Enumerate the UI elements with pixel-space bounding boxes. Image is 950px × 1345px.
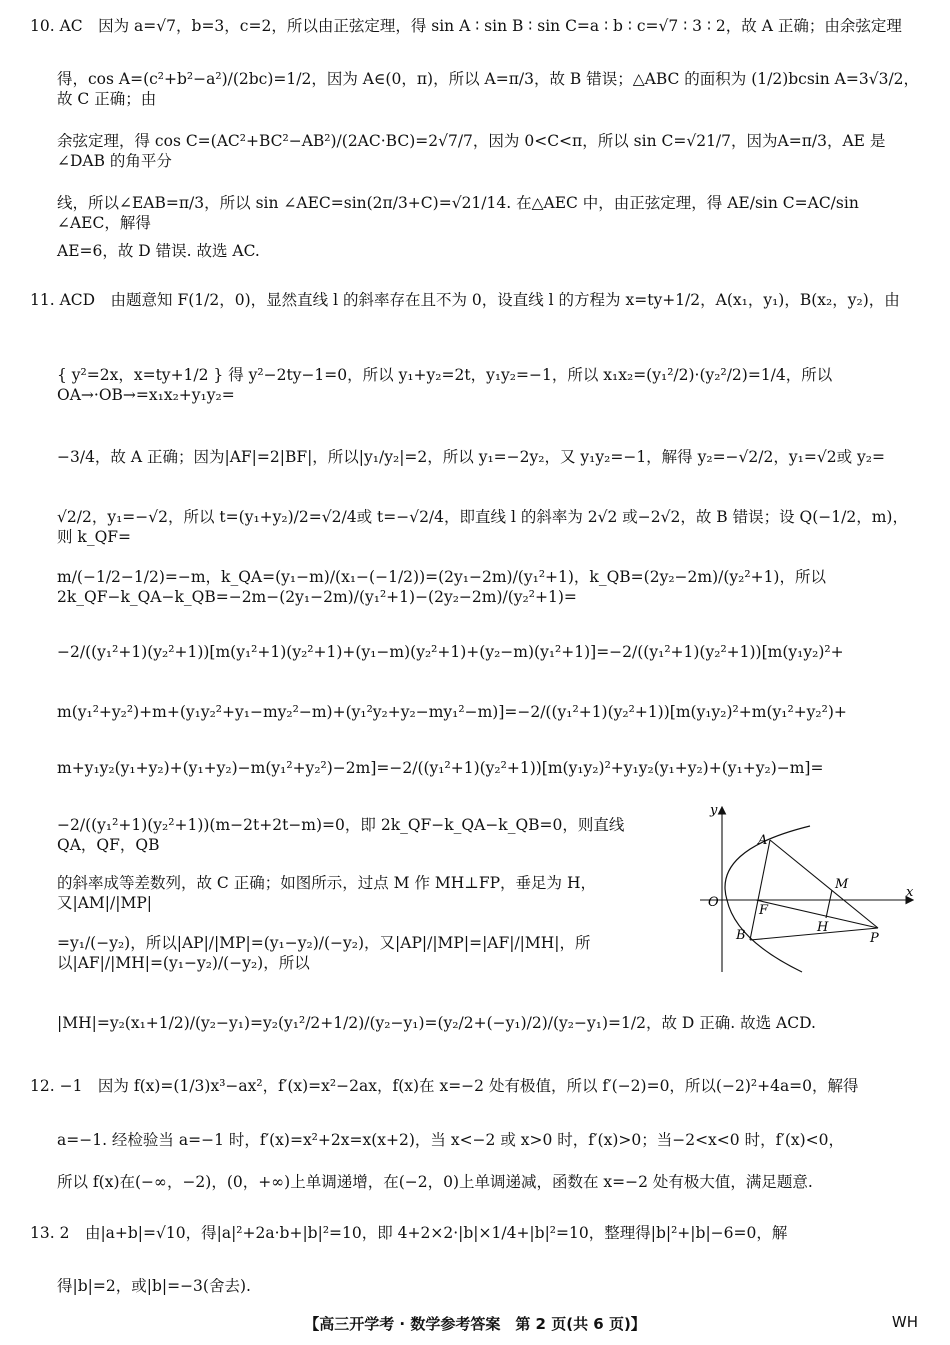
line-A-P <box>770 840 878 928</box>
q11-line-3: −3/4，故 A 正确；因为|AF|=2|BF|，所以|y₁/y₂|=2，所以 y₁=−2y₂，又 y₁y₂=−1，解得 y₂=−√2/2，y₁=√2或 y₂= <box>57 448 885 466</box>
q11-line-6: −2/((y₁²+1)(y₂²+1))[m(y₁²+1)(y₂²+1)+(y₁−m)(y₂²+1)+(y₂−m)(y₁²+1)]=−2/((y₁²+1)(y₂²+1))[m(y₁y₂)²+ <box>57 643 844 661</box>
line-A-B <box>750 840 770 940</box>
label-O: O <box>708 895 719 910</box>
q10-line-2: 得，cos A=(c²+b²−a²)/(2bc)=1/2，因为 A∈(0，π)，所以 A=π/3，故 B 错误；△ABC 的面积为 (1/2)bcsin A=3√3/2，故 C 正确；由 <box>57 70 920 108</box>
label-H: H <box>817 920 829 935</box>
q11-line-8: m+y₁y₂(y₁+y₂)+(y₁+y₂)−m(y₁²+y₂²)−2m]=−2/((y₁²+1)(y₂²+1))[m(y₁y₂)²+y₁y₂(y₁+y₂)+(y₁+y₂)−m]= <box>57 759 824 777</box>
q11-line-2: { y²=2x，x=ty+1/2 } 得 y²−2ty−1=0，所以 y₁+y₂=2t，y₁y₂=−1，所以 x₁x₂=(y₁²/2)·(y₂²/2)=1/4，所以OA→·OB→=x₁x₂+y₁y₂= <box>57 366 833 404</box>
parabola-curve <box>725 826 810 972</box>
q11-line-4: √2/2，y₁=−√2，所以 t=(y₁+y₂)/2=√2/4或 t=−√2/4，即直线 l 的斜率为 2√2 或−2√2，故 B 错误；设 Q(−1/2，m)，则 k_QF= <box>57 508 908 546</box>
q10-line-3: 余弦定理，得 cos C=(AC²+BC²−AB²)/(2AC·BC)=2√7/7，因为 0<C<π，所以 sin C=√21/7，因为A=π/3，AE 是∠DAB 的角平分 <box>57 132 886 170</box>
footer-title: 【高三开学考 · 数学参考答案 第 2 页(共 6 页)】 <box>304 1315 646 1333</box>
q13-line-1: 13. 2 由|a+b|=√10，得|a|²+2a·b+|b|²=10，即 4+2×2·|b|×1/4+|b|²=10，整理得|b|²+|b|−6=0，解 <box>30 1224 788 1242</box>
q11-line-12: |MH|=y₂(x₁+1/2)/(y₂−y₁)=y₂(y₁²/2+1/2)/(y₂−y₁)=(y₂/2+(−y₁)/2)/(y₂−y₁)=1/2，故 D 正确. 故选 ACD. <box>57 1014 816 1032</box>
q10-line-5: AE=6，故 D 错误. 故选 AC. <box>57 242 260 260</box>
q11-line-1: 11. ACD 由题意知 F(1/2，0)，显然直线 l 的斜率存在且不为 0，设直线 l 的方程为 x=ty+1/2，A(x₁，y₁)，B(x₂，y₂)，由 <box>30 291 900 309</box>
q11-line-7: m(y₁²+y₂²)+m+(y₁y₂²+y₁−my₂²−m)+(y₁²y₂+y₂−my₁²−m)]=−2/((y₁²+1)(y₂²+1))[m(y₁y₂)²+m(y₁²+y₂²)+ <box>57 703 847 721</box>
label-y: y <box>710 803 718 818</box>
q10-line-1: 10. AC 因为 a=√7，b=3，c=2，所以由正弦定理，得 sin A ∶ sin B ∶ sin C=a ∶ b ∶ c=√7 ∶ 3 ∶ 2，故 A 正确；由余弦定理 <box>30 17 902 35</box>
q11-line-11: =y₁/(−y₂)，所以|AP|/|MP|=(y₁−y₂)/(−y₂)，又|AP|/|MP|=|AF|/|MH|，所以|AF|/|MH|=(y₁−y₂)/(−y₂)，所以 <box>57 934 591 972</box>
parabola-figure <box>670 800 930 980</box>
footer-code: WH <box>891 1313 918 1331</box>
q13-line-2: 得|b|=2，或|b|=−3(舍去). <box>57 1277 251 1295</box>
q10-line-4: 线，所以∠EAB=π/3，所以 sin ∠AEC=sin(2π/3+C)=√21/14. 在△AEC 中，由正弦定理，得 AE/sin C=AC/sin ∠AEC，解得 <box>57 194 859 232</box>
q12-line-3: 所以 f(x)在(−∞，−2)，(0，+∞)上单调递增，在(−2，0)上单调递减，函数在 x=−2 处有极大值，满足题意. <box>57 1173 813 1191</box>
label-M: M <box>835 877 849 892</box>
q11-line-10: 的斜率成等差数列，故 C 正确；如图所示，过点 M 作 MH⊥FP，垂足为 H，又|AM|/|MP| <box>57 874 596 912</box>
label-x: x <box>906 885 914 900</box>
label-B: B <box>736 928 746 943</box>
q11-line-9: −2/((y₁²+1)(y₂²+1))(m−2t+2t−m)=0，即 2k_QF−k_QA−k_QB=0，则直线 QA，QF，QB <box>57 816 625 854</box>
line-B-P <box>750 928 878 940</box>
label-P: P <box>870 931 879 946</box>
line-M-H <box>826 890 832 918</box>
label-F: F <box>759 903 769 918</box>
q12-line-2: a=−1. 经检验当 a=−1 时，f′(x)=x²+2x=x(x+2)，当 x<−2 或 x>0 时，f′(x)>0；当−2<x<0 时，f′(x)<0， <box>57 1131 845 1149</box>
q12-line-1: 12. −1 因为 f(x)=(1/3)x³−ax²，f′(x)=x²−2ax，f(x)在 x=−2 处有极值，所以 f′(−2)=0，所以(−2)²+4a=0，解得 <box>30 1077 859 1095</box>
label-A: A <box>758 833 768 848</box>
q11-line-5: m/(−1/2−1/2)=−m，k_QA=(y₁−m)/(x₁−(−1/2))=(2y₁−2m)/(y₁²+1)，k_QB=(2y₂−2m)/(y₂²+1)，所以 2k_QF−k_QA−k_QB=−2m−(2y₁−2m)/(y₁²+1)−(2y₂−2m)/(y₂²+1)= <box>57 568 826 606</box>
